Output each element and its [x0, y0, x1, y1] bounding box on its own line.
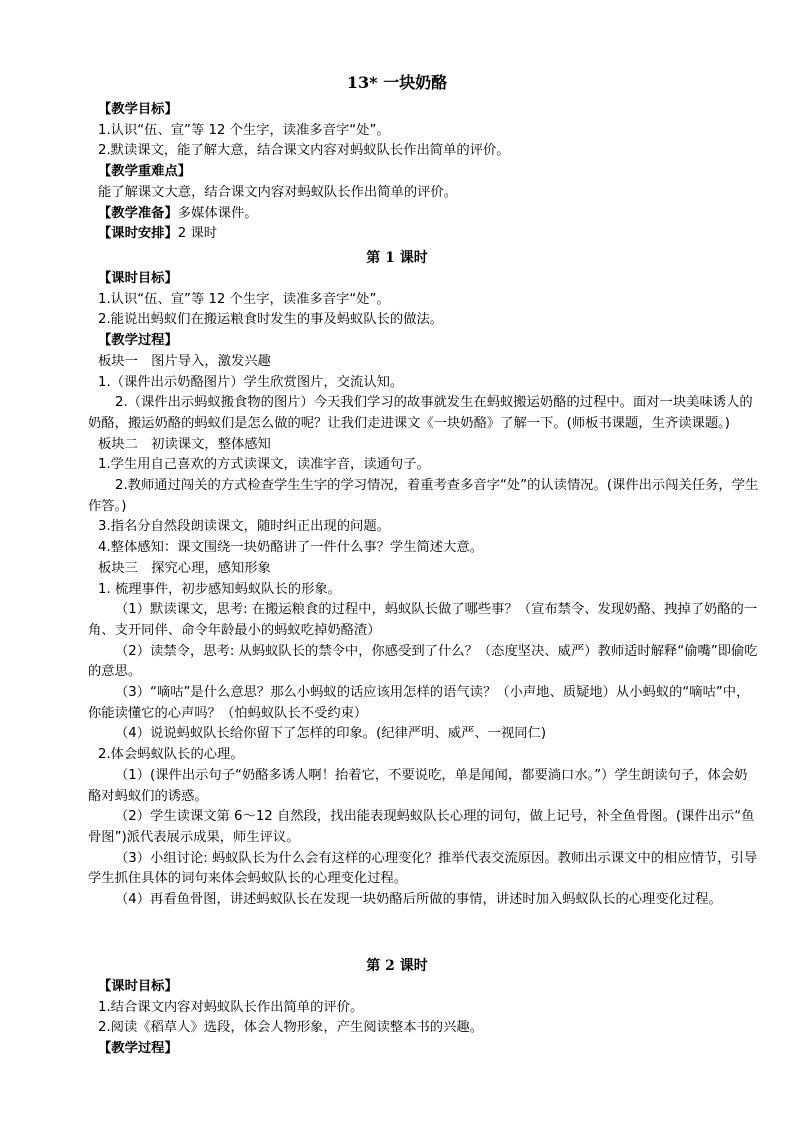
preparation-line — [88, 204, 760, 225]
block-3-item-2-1: （1）(课件出示句子“奶酪多诱人啊！抬着它，不要说吃，单是闻闻，都要淌口水。”）学生朗读句子，体会奶酪对蚂蚁们的诱惑。 — [88, 767, 748, 804]
block-2-heading: 板块二 初读课文，整体感知 — [98, 436, 271, 452]
lesson-2-heading: 第 2 课时 — [366, 958, 428, 974]
document-body-lesson1 — [88, 269, 760, 911]
block-3-item-2-2: （2）学生读课文第 6～12 自然段，找出能表现蚂蚁队长心理的词句，做上记号，补全鱼骨图。(课件出示“鱼骨图”)派代表展示成果，师生评议。 — [88, 809, 755, 845]
block-1-item-2: 2.（课件出示蚂蚁搬食物的图片）今天我们学习的故事就发生在蚂蚁搬运奶酪的过程中。面对一块美味诱人的奶酪，搬运奶酪的蚂蚁们是怎么做的呢？让我们走进课文《一块奶酪》了解一下。(师板书课题，生齐读课题。) — [88, 395, 753, 431]
lesson2-goal-1: 1.结合课文内容对蚂蚁队长作出简单的评价。 — [98, 999, 364, 1015]
block-3-item-1: 1. 梳理事件，初步感知蚂蚁队长的形象。 — [98, 581, 341, 597]
block-1-heading: 板块一 图片导入，激发兴趣 — [98, 353, 271, 369]
block-1-item-1: 1.（课件出示奶酪图片）学生欣赏图片，交流认知。 — [98, 374, 404, 390]
lesson2-process-heading: 【教学过程】 — [98, 1041, 178, 1057]
lesson2-goal-heading: 【课时目标】 — [98, 979, 178, 994]
teaching-goal-1: 1.认识“伍、宣”等 12 个生字，读准多音字“处”。 — [98, 122, 390, 138]
preparation-heading: 【教学准备】 — [98, 205, 178, 221]
block-2-item-2: 2.教师通过闯关的方式检查学生生字的学习情况，着重考查多音字“处”的认读情况。(课件出示闯关任务，学生作答。) — [88, 478, 759, 514]
lesson1-process-heading: 【教学过程】 — [98, 333, 178, 349]
schedule-value: 2 课时 — [177, 226, 218, 242]
preparation-value: 多媒体课件。 — [177, 205, 258, 221]
block-2-item-3: 3.指名分自然段朗读课文，随时纠正出现的问题。 — [98, 519, 390, 535]
key-difficulty-heading: 【教学重难点】 — [98, 164, 192, 180]
key-difficulty-text: 能了解课文大意，结合课文内容对蚂蚁队长作出简单的评价。 — [98, 184, 458, 200]
lesson1-goal-2: 2.能说出蚂蚁们在搬运粮食时发生的事及蚂蚁队长的做法。 — [98, 312, 444, 328]
block-3-item-1-1: （1）默读课文，思考: 在搬运粮食的过程中，蚂蚁队长做了哪些事？（宣布禁令、发现奶酪、拽掉了奶酪的一角、支开同伴、命令年龄最小的蚂蚁吃掉奶酪渣） — [88, 602, 758, 638]
block-3-item-1-3: （3）“嘀咕”是什么意思？那么小蚂蚁的话应该用怎样的语气读？（小声地、质疑地）从小蚂蚁的“嘀咕”中，你能读懂它的心声吗？（怕蚂蚁队长不受约束） — [88, 685, 750, 721]
block-3-item-2: 2.体会蚂蚁队长的心理。 — [98, 747, 244, 763]
block-2-item-1: 1.学生用自己喜欢的方式读课文，读准字音，读通句子。 — [98, 457, 430, 473]
document-body-lesson2 — [88, 977, 760, 1060]
document-title: 13* 一块奶酪 — [346, 73, 448, 92]
teaching-goal-2: 2.默读课文，能了解大意，结合课文内容对蚂蚁队长作出简单的评价。 — [98, 143, 510, 159]
block-3-item-2-3: （3）小组讨论: 蚂蚁队长为什么会有这样的心理变化？推举代表交流原因。教师出示课文中的相应情节，引导学生抓住具体的词句来体会蚂蚁队长的心理变化过程。 — [88, 850, 758, 887]
lesson1-goal-1: 1.认识“伍、宣”等 12 个生字，读准多音字“处”。 — [98, 291, 390, 307]
lesson-1-heading: 第 1 课时 — [366, 250, 428, 266]
block-3-item-1-4: （4）说说蚂蚁队长给你留下了怎样的印象。(纪律严明、威严、一视同仁) — [115, 726, 547, 742]
block-3-item-1-2: （2）读禁令，思考: 从蚂蚁队长的禁令中，你感受到了什么？（态度坚决、威严）教师适时解释“偷嘴”即偷吃的意思。 — [88, 643, 758, 680]
block-3-item-2-4: （4）再看鱼骨图，讲述蚂蚁队长在发现一块奶酪后所做的事情，讲述时加入蚂蚁队长的心理变化过程。 — [115, 892, 722, 908]
teaching-goal-heading: 【教学目标】 — [98, 102, 178, 117]
block-3-heading: 板块三 探究心理，感知形象 — [98, 560, 271, 576]
lesson2-goal-2: 2.阅读《稻草人》选段，体会人物形象，产生阅读整本书的兴趣。 — [98, 1020, 483, 1036]
lesson1-goal-heading: 【课时目标】 — [98, 271, 178, 286]
schedule-heading: 【课时安排】 — [98, 226, 178, 242]
block-2-item-4: 4.整体感知：课文围绕一块奶酪讲了一件什么事？学生简述大意。 — [98, 540, 483, 556]
document-body-part1 — [88, 100, 760, 245]
schedule-line — [88, 224, 760, 245]
